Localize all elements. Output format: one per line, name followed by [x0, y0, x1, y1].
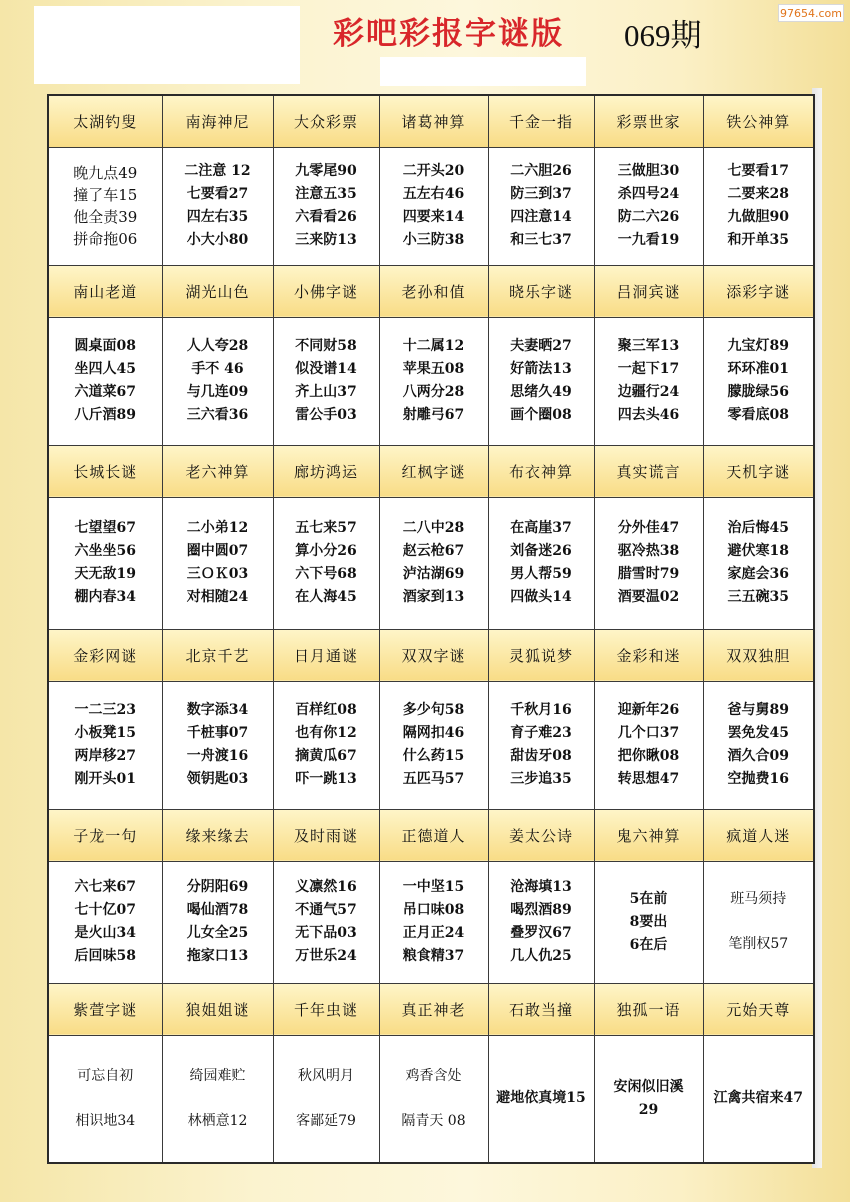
riddle-line: 环环准01: [727, 361, 789, 377]
riddle-table: [47, 94, 815, 1164]
riddle-line: 绮园难贮: [189, 1067, 246, 1084]
riddle-line: 与几连09: [186, 384, 249, 400]
riddle-line: 育子难23: [510, 725, 572, 741]
riddle-cell: [273, 497, 379, 629]
content-row: [48, 147, 814, 265]
header-row: [48, 629, 814, 681]
riddle-line: 安闲似旧溪: [613, 1078, 684, 1095]
riddle-cell: [379, 1035, 488, 1163]
riddle-cell: [273, 861, 379, 983]
content-row: [48, 317, 814, 445]
riddle-line: 鸡香含处: [405, 1067, 462, 1084]
content-row: [48, 1035, 814, 1163]
riddle-line: 棚内春34: [74, 589, 136, 605]
riddle-line: 驱冷热38: [617, 543, 680, 559]
riddle-line: 齐上山37: [295, 384, 357, 400]
riddle-line: 七望望67: [74, 520, 136, 536]
riddle-line: 射雕弓67: [402, 407, 465, 423]
column-header-cell: 鬼六神算: [594, 809, 703, 861]
riddle-line: 在高崖37: [510, 520, 572, 536]
riddle-line: 甜齿牙08: [510, 748, 572, 764]
riddle-line: 千秋月16: [510, 702, 572, 718]
riddle-line: 二六胆26: [510, 163, 572, 179]
column-header-cell: 长城长谜: [48, 445, 162, 497]
column-header-cell: 真实谎言: [594, 445, 703, 497]
riddle-line: 手不 46: [191, 361, 244, 377]
riddle-line: 杀四号24: [617, 186, 680, 202]
riddle-line: 四做头14: [510, 589, 572, 605]
header-row: [48, 809, 814, 861]
riddle-line: 酒久合09: [727, 748, 789, 764]
riddle-cell: [594, 497, 703, 629]
riddle-line: 边疆行24: [617, 384, 680, 400]
header-row: [48, 95, 814, 147]
riddle-cell: [594, 681, 703, 809]
column-header-cell: 晓乐字谜: [488, 265, 594, 317]
riddle-line: 6在后: [629, 936, 668, 953]
riddle-line: 江禽共宿来47: [713, 1090, 803, 1107]
riddle-line: 空抛费16: [727, 771, 789, 787]
riddle-line: 后回味58: [74, 948, 136, 964]
column-header-cell: 千金一指: [488, 95, 594, 147]
riddle-line: 客鄙延79: [296, 1112, 356, 1129]
riddle-line: 四注意14: [510, 209, 572, 225]
riddle-line: 不通气57: [295, 902, 357, 918]
column-header-cell: 太湖钓叟: [48, 95, 162, 147]
riddle-line: 四要来14: [402, 209, 465, 225]
riddle-line: 五左右46: [402, 186, 465, 202]
riddle-line: 腊雪时79: [617, 566, 680, 582]
riddle-line: 酒要温02: [617, 589, 680, 605]
riddle-line: 一九看19: [617, 232, 680, 248]
riddle-line: 九宝灯89: [727, 338, 789, 354]
column-header-cell: 灵狐说梦: [488, 629, 594, 681]
column-header-cell: 狼姐姐谜: [162, 983, 273, 1035]
riddle-line: 和三七37: [510, 232, 572, 248]
riddle-line: 算小分26: [295, 543, 357, 559]
site-watermark: 97654.com: [778, 4, 844, 22]
riddle-line: 在人海45: [295, 589, 357, 605]
riddle-line: 坐四人45: [74, 361, 136, 377]
riddle-line: 几人仇25: [510, 948, 572, 964]
riddle-line: 三步追35: [510, 771, 572, 787]
riddle-line: 什么药15: [402, 748, 465, 764]
riddle-line: 三来防13: [295, 232, 357, 248]
riddle-cell: [703, 317, 814, 445]
riddle-line: 六下号68: [295, 566, 357, 582]
riddle-line: 刚开头01: [74, 771, 136, 787]
riddle-line: 注意五35: [295, 186, 357, 202]
column-header-cell: 老孙和值: [379, 265, 488, 317]
riddle-line: 爸与舅89: [727, 702, 789, 718]
content-row: [48, 497, 814, 629]
riddle-line: 晚九点49: [73, 164, 138, 182]
riddle-line: 小大小80: [186, 232, 249, 248]
riddle-line: 迎新年26: [617, 702, 680, 718]
riddle-cell: [162, 681, 273, 809]
riddle-line: 相识地34: [75, 1112, 136, 1129]
riddle-table-body: [48, 95, 814, 1163]
riddle-line: 喝仙酒78: [186, 902, 249, 918]
riddle-cell: [379, 497, 488, 629]
riddle-line: 喝烈酒89: [510, 902, 572, 918]
riddle-line: 无下品03: [295, 925, 357, 941]
riddle-line: 8要出: [629, 913, 668, 930]
riddle-line: 转思想47: [617, 771, 680, 787]
riddle-line: 林栖意12: [187, 1112, 248, 1129]
riddle-line: 男人帮59: [510, 566, 572, 582]
page-title: 彩吧彩报字谜版: [333, 16, 564, 52]
riddle-cell: [594, 1035, 703, 1163]
riddle-line: 吊口味08: [402, 902, 465, 918]
blank-white-patch-right: [380, 57, 586, 86]
riddle-cell: [273, 147, 379, 265]
column-header-cell: 独孤一语: [594, 983, 703, 1035]
riddle-line: 把你瞅08: [617, 748, 680, 764]
column-header-cell: 紫萱字谜: [48, 983, 162, 1035]
column-header-cell: 诸葛神算: [379, 95, 488, 147]
riddle-line: 十二属12: [402, 338, 465, 354]
riddle-line: 赵云枪67: [402, 543, 465, 559]
riddle-line: 八两分28: [402, 384, 465, 400]
riddle-line: 六道菜67: [74, 384, 136, 400]
column-header-cell: 廊坊鸿运: [273, 445, 379, 497]
riddle-line: 拼命拖06: [73, 230, 138, 248]
column-header-cell: 布衣神算: [488, 445, 594, 497]
riddle-line: 隔青天 08: [401, 1112, 466, 1129]
column-header-cell: 湖光山色: [162, 265, 273, 317]
riddle-cell: [162, 317, 273, 445]
riddle-cell: [488, 861, 594, 983]
riddle-cell: [48, 861, 162, 983]
riddle-line: 刘备迷26: [510, 543, 572, 559]
riddle-line: 数字添34: [186, 702, 249, 718]
column-header-cell: 红枫字谜: [379, 445, 488, 497]
riddle-line: 二小弟12: [186, 520, 249, 536]
riddle-line: 5在前: [629, 890, 668, 907]
riddle-line: 朦胧绿56: [727, 384, 789, 400]
riddle-line: 三做胆30: [617, 163, 680, 179]
column-header-cell: 石敢当撞: [488, 983, 594, 1035]
riddle-line: 六坐坐56: [74, 543, 136, 559]
riddle-line: 班马须持: [730, 891, 787, 907]
riddle-line: 三ＯＫ03: [186, 566, 249, 582]
column-header-cell: 双双独胆: [703, 629, 814, 681]
riddle-line: 七十亿07: [74, 902, 136, 918]
column-header-cell: 铁公神算: [703, 95, 814, 147]
riddle-line: 雷公手03: [295, 407, 357, 423]
content-row: [48, 861, 814, 983]
riddle-cell: [273, 317, 379, 445]
column-header-cell: 南海神尼: [162, 95, 273, 147]
riddle-cell: [703, 497, 814, 629]
column-header-cell: 添彩字谜: [703, 265, 814, 317]
riddle-cell: [703, 1035, 814, 1163]
riddle-cell: [162, 147, 273, 265]
column-header-cell: 缘来缘去: [162, 809, 273, 861]
riddle-line: 可忘自初: [77, 1067, 134, 1084]
riddle-cell: [488, 1035, 594, 1163]
riddle-line: 他全责39: [73, 208, 138, 226]
riddle-line: 好箭法13: [510, 361, 572, 377]
riddle-cell: [594, 861, 703, 983]
riddle-line: 和开单35: [727, 232, 789, 248]
riddle-line: 八斤酒89: [74, 407, 136, 423]
column-header-cell: 南山老道: [48, 265, 162, 317]
riddle-cell: [703, 681, 814, 809]
riddle-line: 一二三23: [74, 702, 136, 718]
riddle-line: 秋风明月: [298, 1067, 354, 1084]
riddle-line: 分阴阳69: [186, 879, 249, 895]
riddle-line: 对相随24: [186, 589, 249, 605]
riddle-line: 两岸移27: [74, 748, 136, 764]
riddle-cell: [48, 147, 162, 265]
blank-white-patch-left: [34, 6, 300, 84]
riddle-cell: [488, 681, 594, 809]
column-header-cell: 大众彩票: [273, 95, 379, 147]
column-header-cell: 金彩网谜: [48, 629, 162, 681]
riddle-cell: [48, 681, 162, 809]
riddle-line: 一中坚15: [402, 879, 465, 895]
column-header-cell: 金彩和迷: [594, 629, 703, 681]
riddle-line: 避伏寒18: [727, 543, 789, 559]
riddle-line: 治后悔45: [727, 520, 789, 536]
riddle-line: 罢免发45: [727, 725, 789, 741]
riddle-line: 人人夸28: [186, 338, 249, 354]
riddle-line: 百样红08: [295, 702, 357, 718]
riddle-line: 聚三军13: [617, 338, 680, 354]
column-header-cell: 真正神老: [379, 983, 488, 1035]
riddle-cell: [162, 861, 273, 983]
column-header-cell: 吕洞宾谜: [594, 265, 703, 317]
column-header-cell: 正德道人: [379, 809, 488, 861]
riddle-line: 四去头46: [617, 407, 680, 423]
riddle-line: 画个圈08: [510, 407, 572, 423]
riddle-line: 拖家口13: [186, 948, 249, 964]
header-row: [48, 983, 814, 1035]
riddle-cell: [48, 497, 162, 629]
riddle-line: 多少句58: [402, 702, 465, 718]
column-header-cell: 千年虫谜: [273, 983, 379, 1035]
riddle-line: 二八中28: [402, 520, 465, 536]
riddle-line: 吓一跳13: [295, 771, 357, 787]
riddle-cell: [162, 1035, 273, 1163]
riddle-line: 思绪久49: [510, 384, 572, 400]
riddle-line: 七要看27: [186, 186, 249, 202]
riddle-line: 夫妻晒27: [510, 338, 572, 354]
riddle-line: 领钥匙03: [186, 771, 249, 787]
riddle-line: 隔网扣46: [402, 725, 465, 741]
riddle-cell: [48, 1035, 162, 1163]
column-header-cell: 疯道人迷: [703, 809, 814, 861]
riddle-cell: [273, 1035, 379, 1163]
riddle-cell: [379, 147, 488, 265]
riddle-line: 儿女全25: [186, 925, 249, 941]
riddle-cell: [594, 147, 703, 265]
column-header-cell: 日月通谜: [273, 629, 379, 681]
riddle-line: 三六看36: [186, 407, 249, 423]
riddle-line: 撞了车15: [73, 186, 138, 204]
riddle-cell: [48, 317, 162, 445]
riddle-line: 摘黄瓜67: [295, 748, 357, 764]
riddle-line: 六看看26: [295, 209, 357, 225]
riddle-line: 似没谱14: [295, 361, 357, 377]
riddle-line: 29: [638, 1101, 659, 1118]
riddle-line: 零看底08: [727, 407, 789, 423]
riddle-line: 六七来67: [74, 879, 136, 895]
riddle-line: 不同财58: [295, 338, 357, 354]
riddle-cell: [379, 681, 488, 809]
riddle-line: 避地依真境15: [496, 1090, 586, 1107]
riddle-line: 小三防38: [402, 232, 465, 248]
riddle-line: 义凛然16: [295, 879, 357, 895]
riddle-line: 圆桌面08: [74, 338, 136, 354]
riddle-cell: [594, 317, 703, 445]
riddle-line: 笔削权57: [728, 936, 789, 952]
riddle-cell: [703, 147, 814, 265]
column-header-cell: 老六神算: [162, 445, 273, 497]
riddle-cell: [273, 681, 379, 809]
riddle-line: 泸沽湖69: [402, 566, 465, 582]
riddle-line: 二注意 12: [184, 163, 251, 179]
riddle-line: 家庭会36: [727, 566, 789, 582]
column-header-cell: 双双字谜: [379, 629, 488, 681]
riddle-line: 几个口37: [617, 725, 680, 741]
riddle-line: 粮食精37: [402, 948, 465, 964]
riddle-line: 分外佳47: [617, 520, 680, 536]
riddle-line: 四左右35: [186, 209, 249, 225]
content-row: [48, 681, 814, 809]
riddle-cell: [488, 317, 594, 445]
column-header-cell: 姜太公诗: [488, 809, 594, 861]
riddle-line: 沧海填13: [510, 879, 572, 895]
column-header-cell: 元始天尊: [703, 983, 814, 1035]
riddle-line: 正月正24: [402, 925, 465, 941]
riddle-cell: [703, 861, 814, 983]
riddle-line: 九做胆90: [727, 209, 789, 225]
column-header-cell: 北京千艺: [162, 629, 273, 681]
riddle-line: 防三到37: [510, 186, 572, 202]
riddle-line: 千桩事07: [186, 725, 249, 741]
column-header-cell: 及时雨谜: [273, 809, 379, 861]
column-header-cell: 天机字谜: [703, 445, 814, 497]
riddle-line: 小板凳15: [74, 725, 136, 741]
riddle-line: 二要来28: [727, 186, 789, 202]
riddle-line: 万世乐24: [295, 948, 357, 964]
riddle-line: 圈中圆07: [186, 543, 249, 559]
riddle-line: 是火山34: [74, 925, 136, 941]
riddle-cell: [488, 147, 594, 265]
riddle-line: 苹果五08: [402, 361, 465, 377]
riddle-cell: [379, 861, 488, 983]
riddle-cell: [162, 497, 273, 629]
riddle-line: 也有你12: [295, 725, 357, 741]
riddle-line: 九零尾90: [295, 163, 357, 179]
header-row: [48, 445, 814, 497]
riddle-line: 酒家到13: [402, 589, 465, 605]
riddle-line: 五匹马57: [402, 771, 465, 787]
header-row: [48, 265, 814, 317]
riddle-line: 天无敌19: [74, 566, 136, 582]
riddle-cell: [488, 497, 594, 629]
column-header-cell: 小佛字谜: [273, 265, 379, 317]
issue-number: 069期: [624, 18, 702, 53]
riddle-line: 二开头20: [402, 163, 465, 179]
column-header-cell: 彩票世家: [594, 95, 703, 147]
riddle-line: 防二六26: [617, 209, 680, 225]
riddle-line: 叠罗汉67: [510, 925, 572, 941]
riddle-line: 三五碗35: [727, 589, 789, 605]
riddle-line: 一起下17: [617, 361, 680, 377]
column-header-cell: 子龙一句: [48, 809, 162, 861]
riddle-line: 一舟渡16: [186, 748, 249, 764]
riddle-line: 七要看17: [727, 163, 789, 179]
riddle-cell: [379, 317, 488, 445]
riddle-line: 五七来57: [295, 520, 357, 536]
